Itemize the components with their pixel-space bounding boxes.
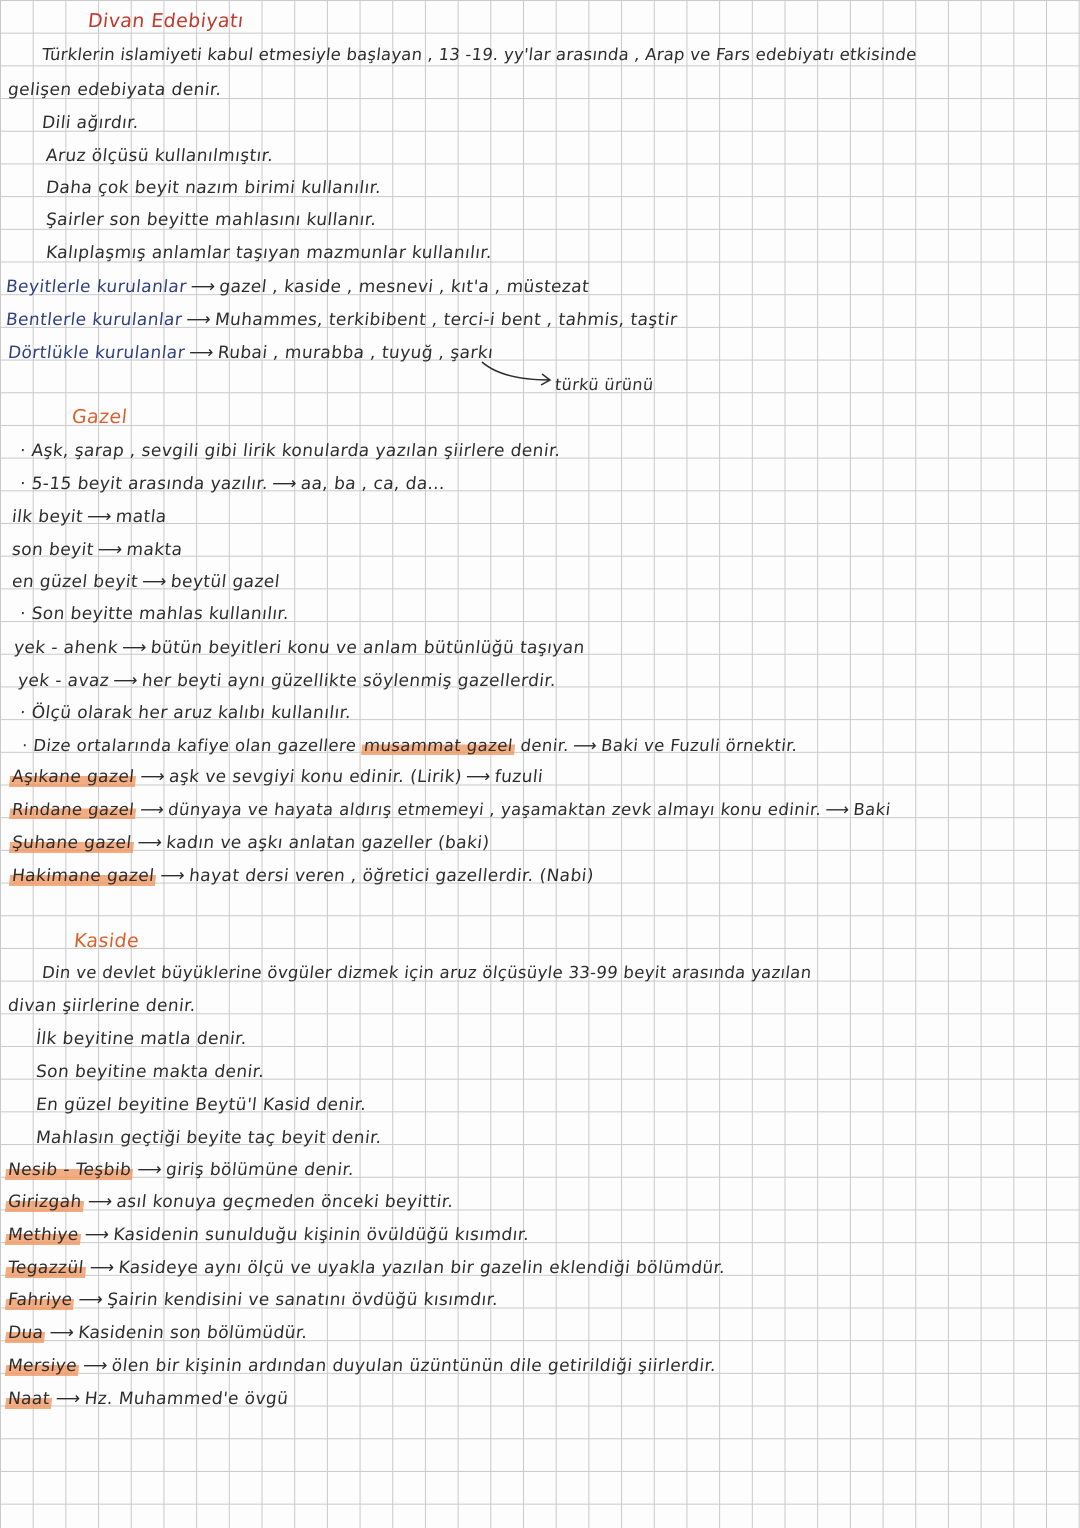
kaside-section-row	[5, 1322, 309, 1344]
form-label: Bentlerle kurulanlar	[4, 310, 184, 330]
arrow-right-icon: ⟶	[464, 767, 492, 787]
type-term: yek - ahenk	[12, 638, 120, 658]
kaside-fact: En güzel beyitine Beytü'l Kasid denir.	[34, 1095, 368, 1115]
section-value: giriş bölümüne denir.	[164, 1160, 356, 1180]
arrow-right-icon: ⟶	[77, 1290, 105, 1310]
kaside-section-row	[5, 1289, 500, 1311]
arrow-right-icon: ⟶	[83, 1225, 111, 1245]
arrow-right-icon: ⟶	[88, 1258, 116, 1278]
gazel-olcu: · Ölçü olarak her aruz kalıbı kullanılır.	[18, 703, 353, 723]
feature-item: Kalıplaşmış anlamlar taşıyan mazmunlar kullanılır.	[44, 243, 494, 263]
form-row	[5, 309, 679, 331]
musammat-pre: · Dize ortalarında kafiye olan gazellere	[21, 736, 358, 755]
section-value: Kasidenin son bölümüdür.	[77, 1323, 309, 1343]
feature-item: Daha çok beyit nazım birimi kullanılır.	[44, 178, 383, 198]
kaside-section-row	[5, 1224, 531, 1246]
section-term: Fahriye	[6, 1290, 74, 1310]
intro-line-2: gelişen edebiyata denir.	[6, 80, 223, 100]
part-value: beytül gazel	[169, 572, 281, 592]
subtype-term: Rindane gazel	[11, 800, 136, 819]
rhyme-scheme: aa, ba , ca, da...	[299, 474, 447, 494]
gazel-subtype-row	[9, 766, 544, 788]
kaside-section-row	[5, 1257, 727, 1279]
kaside-def-line-1: Din ve devlet büyüklerine övgüler dizmek için aruz ölçüsüyle 33-99 beyit arasında yazılan	[41, 963, 813, 982]
type-term: yek - avaz	[16, 671, 111, 691]
musammat-term: musammat gazel	[363, 736, 514, 755]
gazel-definition: · Aşk, şarap , sevgili gibi lirik konularda yazılan şiirlere denir.	[18, 441, 562, 461]
section-term: Methiye	[6, 1225, 80, 1245]
kaside-section-row	[5, 1159, 355, 1181]
kaside-fact: İlk beyitine matla denir.	[34, 1029, 248, 1049]
subtype-value: kadın ve aşkı anlatan gazeller (baki)	[165, 833, 491, 853]
feature-item: Aruz ölçüsü kullanılmıştır.	[44, 146, 275, 166]
gazel-subtype-row	[9, 865, 595, 887]
section-value: ölen bir kişinin ardından duyulan üzüntünün dile getirildiği şiirlerdir.	[110, 1356, 718, 1376]
type-value: bütün beyitleri konu ve anlam bütünlüğü taşıyan	[149, 638, 586, 658]
subtype-extra: Baki	[852, 800, 892, 819]
subtype-term: Hakimane gazel	[10, 866, 156, 886]
arrow-right-icon: ⟶	[85, 507, 113, 527]
section-value: Kasidenin sunulduğu kişinin övüldüğü kısımdır.	[112, 1225, 531, 1245]
arrow-right-icon: ⟶	[139, 767, 167, 787]
subtype-value: dünyaya ve hayata aldırış etmemeyi , yaşamaktan zevk almayı konu edinir.	[167, 800, 823, 819]
arrow-right-icon: ⟶	[139, 800, 166, 819]
gazel-part-row	[11, 506, 168, 528]
arrow-right-icon: ⟶	[96, 540, 124, 560]
arrow-right-icon: ⟶	[572, 736, 599, 755]
kaside-fact: Mahlasın geçtiği beyite taç beyit denir.	[34, 1128, 383, 1148]
form-label: Dörtlükle kurulanlar	[6, 343, 187, 363]
section-value: Hz. Muhammed'e övgü	[83, 1389, 290, 1409]
arrow-right-icon: ⟶	[140, 572, 168, 592]
part-term: en güzel beyit	[10, 572, 140, 592]
kaside-section-row	[5, 1388, 290, 1410]
arrow-right-icon: ⟶	[120, 638, 148, 658]
gazel-type-row	[17, 670, 557, 692]
gazel-mahlas: · Son beyitte mahlas kullanılır.	[18, 604, 291, 624]
arrow-right-icon: ⟶	[112, 671, 139, 691]
gazel-part-row	[11, 571, 281, 593]
arrow-right-icon: ⟶	[185, 310, 213, 330]
section-heading-kaside: Kaside	[72, 930, 141, 952]
subtype-term: Aşıkane gazel	[10, 767, 136, 787]
gazel-part-row	[11, 539, 184, 561]
subtype-extra: fuzuli	[493, 767, 545, 787]
form-value: Muhammes, terkibibent , terci-i bent , tahmis, taştir	[213, 310, 679, 330]
curved-arrow-icon	[478, 358, 558, 388]
feature-item: Şairler son beyitte mahlasını kullanır.	[44, 210, 378, 230]
arrow-right-icon: ⟶	[81, 1356, 109, 1376]
musammat-post: denir.	[519, 736, 571, 755]
gazel-beyit-count	[19, 473, 446, 495]
form-row	[5, 276, 590, 298]
form-value: gazel , kaside , mesnevi , kıt'a , müstezat	[218, 277, 591, 297]
kaside-def-line-2: divan şiirlerine denir.	[6, 996, 197, 1016]
section-term: Naat	[6, 1389, 51, 1409]
gazel-subtype-row	[9, 832, 491, 854]
musammat-example: Baki ve Fuzuli örnektir.	[600, 736, 799, 755]
arrow-right-icon: ⟶	[136, 1160, 164, 1180]
section-term: Girizgah	[6, 1192, 83, 1212]
kaside-fact: Son beyitine makta denir.	[34, 1062, 266, 1082]
arrow-right-icon: ⟶	[48, 1323, 76, 1343]
part-value: makta	[125, 540, 184, 560]
arrow-right-icon: ⟶	[86, 1192, 114, 1212]
gazel-type-row	[13, 637, 586, 659]
form-label: Beyitlerle kurulanlar	[4, 277, 188, 297]
page-title: Divan Edebiyatı	[86, 10, 245, 32]
part-term: ilk beyit	[10, 507, 85, 527]
arrow-right-icon: ⟶	[159, 866, 187, 886]
gazel-subtype-row	[9, 799, 892, 821]
arrow-right-icon: ⟶	[824, 800, 851, 819]
section-value: asıl konuya geçmeden önceki beyittir.	[115, 1192, 455, 1212]
gazel-musammat	[21, 735, 799, 757]
form-value: Rubai , murabba , tuyuğ , şarkı	[216, 343, 495, 363]
intro-line-1: Türklerin islamiyeti kabul etmesiyle başlayan , 13 -19. yy'lar arasında , Arap ve Fars edebiyatı etkisinde	[41, 45, 918, 64]
subtype-value: hayat dersi veren , öğretici gazellerdir. (Nabi)	[188, 866, 595, 886]
arrow-right-icon: ⟶	[54, 1389, 82, 1409]
section-term: Nesib - Teşbib	[6, 1160, 133, 1180]
subtype-term: Şuhane gazel	[10, 833, 133, 853]
feature-item: Dili ağırdır.	[40, 113, 140, 133]
section-term: Tegazzül	[6, 1258, 85, 1278]
section-value: Kasideye aynı ölçü ve uyakla yazılan bir gazelin eklendiği bölümdür.	[117, 1258, 727, 1278]
arrow-right-icon: ⟶	[187, 343, 215, 363]
part-value: matla	[114, 507, 168, 527]
subtype-value: aşk ve sevgiyi konu edinir. (Lirik)	[168, 767, 464, 787]
kaside-section-row	[5, 1355, 717, 1377]
arrow-right-icon: ⟶	[189, 277, 217, 297]
beyit-count-text: · 5-15 beyit arasında yazılır.	[18, 474, 270, 494]
form-row	[7, 342, 495, 364]
turku-note: türkü ürünü	[554, 375, 655, 394]
arrow-right-icon: ⟶	[271, 474, 298, 494]
arrow-right-icon: ⟶	[136, 833, 164, 853]
kaside-section-row	[5, 1191, 455, 1213]
section-term: Dua	[6, 1323, 45, 1343]
section-heading-gazel: Gazel	[70, 406, 129, 428]
section-term: Mersiye	[6, 1356, 79, 1376]
type-value: her beyti aynı güzellikte söylenmiş gazellerdir.	[140, 671, 558, 691]
part-term: son beyit	[10, 540, 95, 560]
section-value: Şairin kendisini ve sanatını övdüğü kısımdır.	[106, 1290, 500, 1310]
